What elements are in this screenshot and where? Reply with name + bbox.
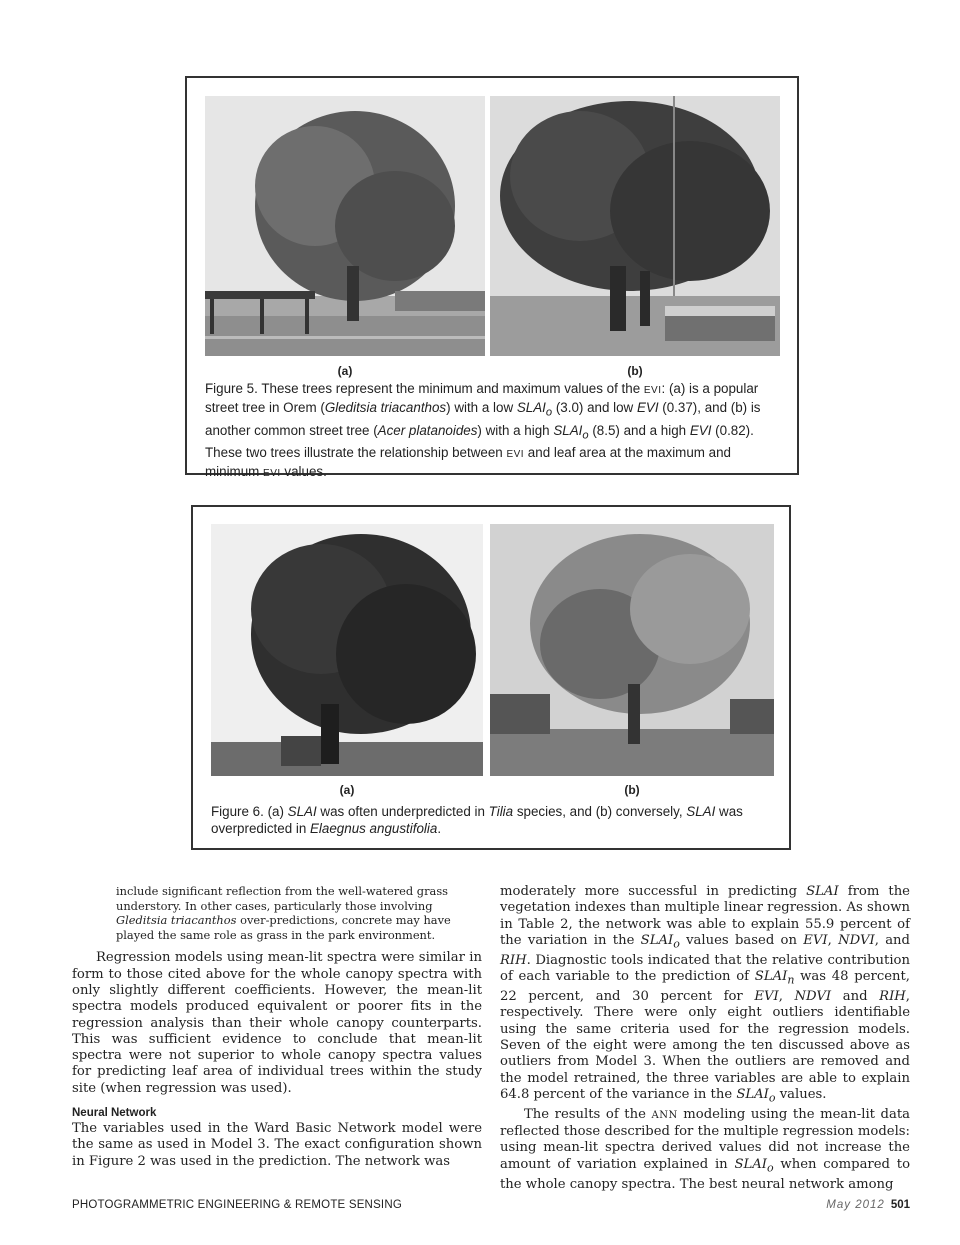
figure-6b-photo bbox=[490, 524, 774, 776]
figure-6 bbox=[191, 505, 791, 850]
paragraph-neural-network: The variables used in the Ward Basic Network model were the same as used in Model 3. The exact configuration shown in Figure 2 was used in the prediction. The network was bbox=[72, 1121, 482, 1169]
section-heading-neural-network: Neural Network bbox=[72, 1107, 157, 1120]
figure-5b-photo bbox=[490, 96, 780, 356]
paragraph-ann-results: The results of the ANN modeling using the mean-lit data reflected those described for the multiple regression models: using mean-lit spectra derived values did not increase the amount of variation explained in $SLAI_o$ when compared to the whole canopy spectra. The best neural network among bbox=[500, 1106, 911, 1192]
figure-5-caption: Figure 5. These trees represent the minimum and maximum values of the EVI: (a) is a popular street tree in Orem (Gleditsia triacanthos) with a low $SLAI_o$ (3.0) and low EVI (0.37), and (b) is another common street tree (Acer platanoides) with a high $SLAI_o$ (8.5) and a high EVI (0.82). These two trees illustrate the relationship between EVI and leaf area at the maximum and minimum EVI values. bbox=[205, 381, 761, 480]
figure-5 bbox=[185, 76, 799, 480]
figure-6a-label: (a) bbox=[339, 783, 355, 797]
footer-date: May 2012 bbox=[826, 1199, 885, 1211]
right-column bbox=[500, 884, 910, 1193]
footer-journal-name: PHOTOGRAMMETRIC ENGINEERING & REMOTE SENSING bbox=[72, 1199, 402, 1211]
figure-5a-photo bbox=[205, 96, 485, 356]
figure-6b-label: (b) bbox=[624, 783, 640, 797]
footer-page-number: 501 bbox=[890, 1199, 910, 1211]
left-column bbox=[72, 884, 482, 1170]
extract-quote: include significant reflection from the well-watered grass understory. In other cases, particularly those involving Gleditsia triacanthos over-predictions, concrete may have played the same role as grass in the park environment. bbox=[116, 884, 451, 942]
figure-6a-photo bbox=[211, 524, 483, 776]
footer-page-info bbox=[780, 1199, 910, 1211]
paragraph-regression: Regression models using mean-lit spectra were similar in form to those cited above for the whole canopy spectra with only slightly different coefficients. However, the mean-lit spectra models produced equivalent or poorer fits in the regression analysis than their whole canopy counterparts. This was sufficient evidence to conclude that mean-lit spectra were not superior to whole canopy spectra values for predicting leaf area of individual trees within the study site (when regression was used). bbox=[72, 950, 482, 1096]
figure-5b-label: (b) bbox=[627, 364, 643, 378]
paragraph-network-results: moderately more successful in predicting SLAI from the vegetation indexes than multiple linear regression. As shown in Table 2, the network was able to explain 55.9 percent of the variation in the $SLAI_o$ values based on EVI, NDVI, and RIH. Diagnostic tools indicated that the relative contribution of each variable to the prediction of $SLAI_n$ was 48 percent, 22 percent, and 30 percent for EVI, NDVI and RIH, respectively. There were only eight outliers identifiable using the same criteria used for the regression models. Seven of the eight were among the ten discussed above as outliers from Model 3. When the outliers are removed and the model retrained, the three variables are able to explain 64.8 percent of the variance in the $SLAI_o$ values. bbox=[500, 884, 910, 1105]
figure-5a-label: (a) bbox=[337, 364, 353, 378]
figure-6-caption: Figure 6. (a) SLAI was often underpredicted in Tilia species, and (b) conversely, SLAI was overpredicted in Elaegnus angustifolia. bbox=[211, 804, 743, 836]
